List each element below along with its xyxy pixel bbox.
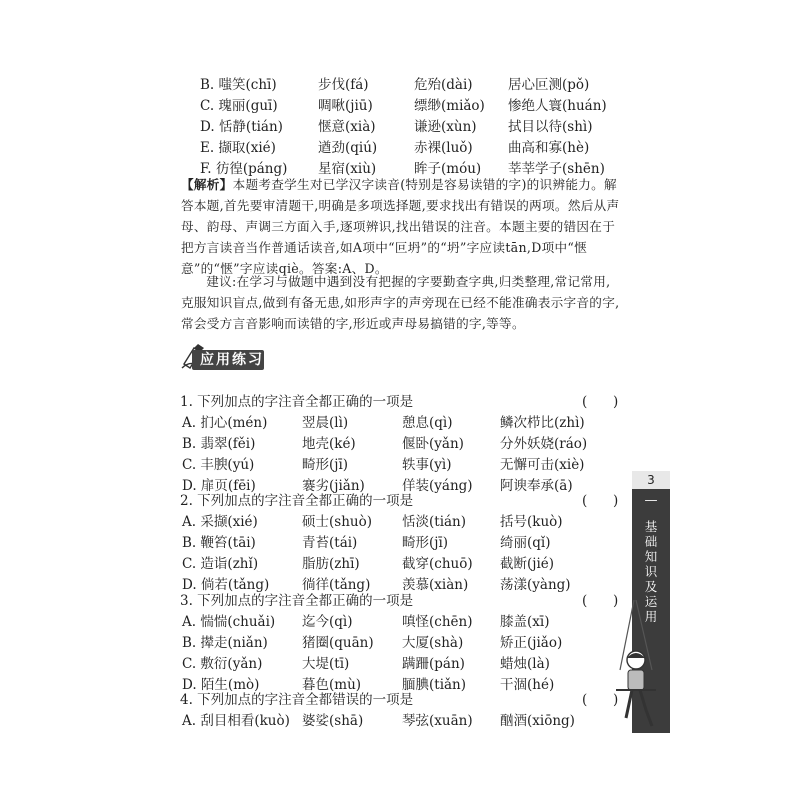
question-stem: 1. 下列加点的字注音全都正确的一项是	[180, 394, 414, 410]
option-cell: E. 撷取(xié)	[200, 140, 276, 156]
option-cell: 分外妖娆(ráo)	[500, 436, 588, 452]
advice-paragraph: 建议:在学习与做题中遇到没有把握的字要勤查字典,归类整理,常记常用,克服知识盲点,做到有备无患,如形声字的声旁现在已经不能准确表示字音的字,常会受方言音影响而读错的字,形近或声母易搞错的字,等等。	[181, 274, 620, 331]
option-cell: 硕士(shuò)	[302, 514, 372, 530]
option-cell: 琴弦(xuān)	[402, 713, 473, 729]
option-cell: 步伐(fá)	[318, 77, 369, 93]
option-cell: 矫正(jiǎo)	[500, 635, 563, 651]
option-cell: A. 惴惴(chuǎi)	[182, 614, 276, 630]
option-cell: C. 瑰丽(guī)	[200, 98, 278, 114]
option-cell: 居心叵测(pǒ)	[508, 77, 590, 93]
option-cell: 截穿(chuō)	[402, 556, 473, 572]
option-cell: 羡慕(xiàn)	[402, 577, 469, 593]
option-cell: 畸形(jī)	[402, 535, 449, 551]
option-cell: 干涸(hé)	[500, 677, 555, 693]
option-cell: 婆娑(shā)	[302, 713, 364, 729]
option-cell: C. 丰腴(yú)	[182, 457, 255, 473]
option-cell: 括号(kuò)	[500, 514, 563, 530]
option-cell: D. 扉页(fēi)	[182, 478, 256, 494]
option-cell: A. 采撷(xié)	[182, 514, 258, 530]
chapter-title: 基础知识及运用	[644, 519, 658, 624]
option-cell: 畸形(jī)	[302, 457, 349, 473]
analysis-paragraph	[181, 174, 621, 279]
option-cell: 惨绝人寰(huán)	[508, 98, 607, 114]
answer-blank[interactable]: ( )	[582, 593, 619, 609]
option-cell: 褰劣(jiǎn)	[302, 478, 365, 494]
option-cell: D. 陌生(mò)	[182, 677, 260, 693]
question-stem: 2. 下列加点的字注音全都正确的一项是	[180, 493, 414, 509]
option-cell: B. 鞭笞(tāi)	[182, 535, 256, 551]
option-cell: 眸子(móu)	[414, 161, 482, 177]
option-cell: 缥缈(miǎo)	[414, 98, 485, 114]
option-cell: 腼腆(tiǎn)	[402, 677, 467, 693]
option-cell: D. 恬静(tián)	[200, 119, 283, 135]
option-cell: 曲高和寡(hè)	[508, 140, 590, 156]
option-cell: C. 敷衍(yǎn)	[182, 656, 263, 672]
option-cell: D. 倘若(tǎng)	[182, 577, 270, 593]
option-cell: 地壳(ké)	[302, 436, 356, 452]
option-cell: 拭目以待(shì)	[508, 119, 593, 135]
option-cell: 徜徉(tǎng)	[302, 577, 371, 593]
page-number: 3	[632, 471, 670, 489]
option-cell: 憩息(qì)	[402, 415, 453, 431]
option-cell: 青苔(tái)	[302, 535, 358, 551]
option-cell: 暮色(mù)	[302, 677, 362, 693]
option-cell: 遒劲(qiú)	[318, 140, 378, 156]
option-cell: 星宿(xiù)	[318, 161, 377, 177]
option-cell: 嗔怪(chēn)	[402, 614, 473, 630]
option-cell: 赤裸(luǒ)	[414, 140, 473, 156]
chapter-dash: —	[644, 493, 658, 508]
option-cell: 绮丽(qǐ)	[500, 535, 551, 551]
option-cell: 啁啾(jiū)	[318, 98, 373, 114]
option-cell: 荡漾(yàng)	[500, 577, 571, 593]
section-heading	[180, 342, 270, 372]
option-cell: 莘莘学子(shēn)	[508, 161, 605, 177]
option-cell: 蹒跚(pán)	[402, 656, 465, 672]
answer-blank[interactable]: ( )	[582, 692, 619, 708]
option-cell: 鳞次栉比(zhì)	[500, 415, 585, 431]
analysis-text: 本题考查学生对已学汉字读音(特别是容易读错的字)的识辨能力。解答本题,首先要审清题干,明确是多项选择题,要求找出有错误的两项。然后从声母、韵母、声调三方面入手,逐项辨识,找出错误的注音。本题主要的错因在于把方言读音当作普通话读音,如A项中“叵坍”的“坍”字应读tān,D项中“惬意”的“惬”字应读qiè。答案:A、D。	[181, 177, 620, 276]
question-stem: 4. 下列加点的字注音全都错误的一项是	[180, 692, 414, 708]
option-cell: 迄今(qì)	[302, 614, 353, 630]
question-stem: 3. 下列加点的字注音全都正确的一项是	[180, 593, 414, 609]
option-cell: 佯装(yáng)	[402, 478, 473, 494]
option-cell: 蜡烛(là)	[500, 656, 550, 672]
option-cell: 酗酒(xiōng)	[500, 713, 575, 729]
option-cell: B. 翡翠(fěi)	[182, 436, 256, 452]
option-cell: 谦逊(xùn)	[414, 119, 477, 135]
swing-child-illustration	[606, 600, 666, 730]
analysis-tag: 【解析】	[181, 177, 233, 192]
option-cell: 危殆(dài)	[414, 77, 473, 93]
option-cell: A. 刮目相看(kuò)	[182, 713, 290, 729]
option-cell: 大厦(shà)	[402, 635, 464, 651]
answer-blank[interactable]: ( )	[582, 493, 619, 509]
option-cell: 翌晨(lì)	[302, 415, 349, 431]
option-cell: 恬淡(tián)	[402, 514, 467, 530]
option-cell: 偃卧(yǎn)	[402, 436, 464, 452]
option-cell: 无懈可击(xiè)	[500, 457, 585, 473]
option-cell: B. 嗤笑(chī)	[200, 77, 277, 93]
option-cell: 阿谀奉承(ā)	[500, 478, 573, 494]
option-cell: 轶事(yì)	[402, 457, 452, 473]
option-cell: 大堤(tī)	[302, 656, 350, 672]
option-cell: 膝盖(xī)	[500, 614, 550, 630]
option-cell: 脂肪(zhī)	[302, 556, 360, 572]
option-cell: 截断(jié)	[500, 556, 555, 572]
option-cell: C. 造诣(zhǐ)	[182, 556, 259, 572]
heading-label: 应用练习	[200, 352, 264, 368]
option-cell: B. 撵走(niǎn)	[182, 635, 268, 651]
answer-blank[interactable]: ( )	[582, 394, 619, 410]
option-cell: 猪圈(quān)	[302, 635, 374, 651]
option-cell: 惬意(xià)	[318, 119, 376, 135]
option-cell: F. 彷徨(páng)	[200, 161, 288, 177]
option-cell: A. 扪心(mén)	[182, 415, 268, 431]
